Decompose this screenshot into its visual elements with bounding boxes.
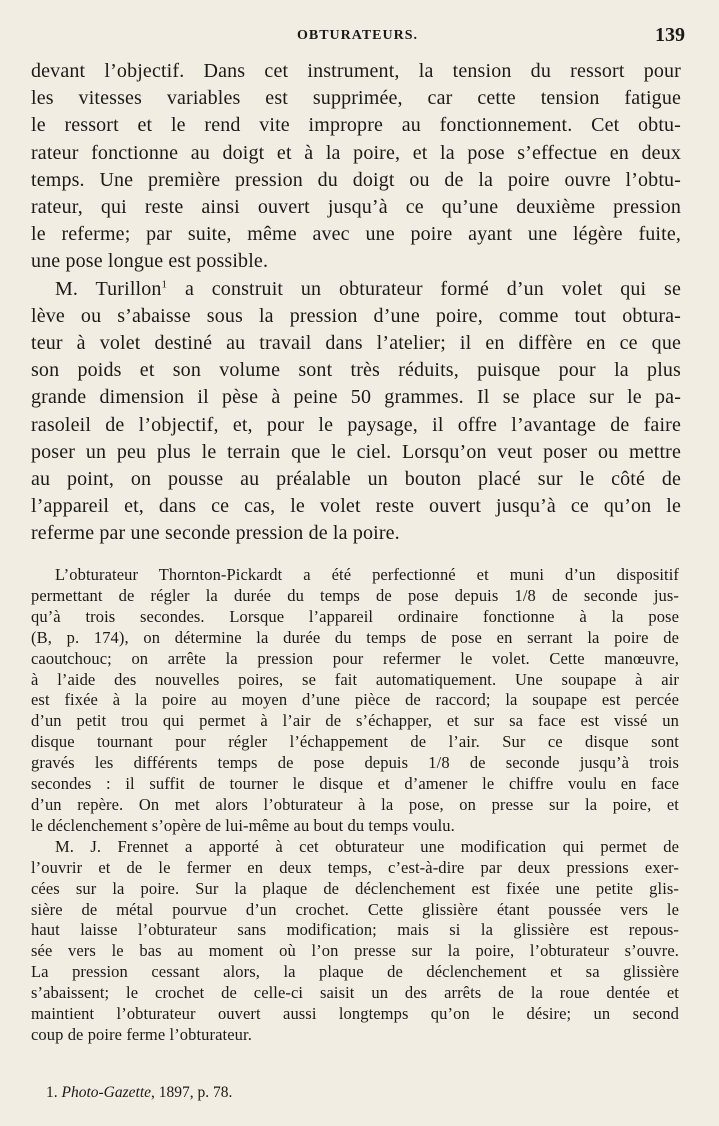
footnote	[46, 1083, 232, 1103]
small-line: sière de métal pourvue d’un crochet. Cette glissière étant poussée vers le	[31, 899, 679, 919]
text-line: une pose longue est possible.	[31, 250, 269, 273]
small-line: qu’à trois secondes. Lorsque l’appareil ordinaire fonctionne à la pose	[31, 606, 679, 626]
text-line: poser un peu plus le terrain que le ciel. Lorsqu’on veut poser ou mettre	[31, 440, 681, 463]
small-line: disque tournant pour régler l’échappement de l’air. Sur ce disque sont	[31, 732, 679, 752]
text-line: temps. Une première pression du doigt ou de la poire ouvre l’obtu-	[31, 168, 681, 191]
small-line: haut laisse l’obturateur sans modification; mais si la glissière est repous-	[31, 920, 679, 940]
small-line: sée vers le bas au moment où l’on presse sur la poire, l’obturateur s’ouvre.	[31, 941, 679, 961]
text-line: teur à volet destiné au travail dans l’atelier; il en diffère en ce que	[31, 332, 681, 355]
small-line: La pression cessant alors, la plaque de déclenchement et sa glissière	[31, 962, 679, 982]
text-line: rateur, qui reste ainsi ouvert jusqu’à ce qu’une deuxième pression	[31, 196, 681, 219]
small-line: permettant de régler la durée du temps de pose depuis 1/8 de seconde jus-	[31, 585, 679, 605]
small-print-section	[31, 565, 679, 1046]
small-line: secondes : il suffit de tourner le disque et d’amener le chiffre voulu en face	[31, 774, 679, 794]
text-line	[31, 276, 681, 303]
small-line: est fixée à la poire au moyen d’une pièce de raccord; la soupape est percée	[31, 690, 679, 710]
small-line: s’abaissent; le crochet de celle-ci saisit un des arrêts de la roue dentée et	[31, 983, 679, 1003]
small-line: coup de poire ferme l’obturateur.	[31, 1024, 252, 1044]
footnote-source: Photo-Gazette	[61, 1084, 152, 1101]
text-line: rateur fonctionne au doigt et à la poire, et la pose s’effectue en deux	[31, 141, 681, 164]
small-line: M. J. Frennet a apporté à cet obturateur une modification qui permet de	[55, 836, 679, 856]
running-title: OBTURATEURS.	[296, 28, 419, 43]
small-line: cées sur la poire. Sur la plaque de déclenchement est fixée une petite glis-	[31, 878, 679, 898]
small-line: maintient l’obturateur ouvert aussi longtemps qu’on le désire; un second	[31, 1004, 679, 1024]
text-line: le referme; par suite, même avec une poire ayant une légère fuite,	[31, 223, 681, 246]
small-line: L’obturateur Thornton-Pickardt a été perfectionné et muni d’un dispositif	[55, 565, 679, 584]
text-line: rasoleil de l’objectif, et, pour le paysage, il offre l’avantage de faire	[31, 413, 681, 436]
line-rest: a construit un obturateur formé d’un volet qui se	[167, 277, 681, 300]
text-line: devant l’objectif. Dans cet instrument, la tension du ressort pour	[31, 60, 681, 82]
small-line: à l’aide des nouvelles poires, se fait automatiquement. Une soupape à air	[31, 669, 679, 689]
text-line: son poids et son volume sont très réduits, puisque pour la plus	[31, 359, 681, 382]
text-line: le ressort et le rend vite impropre au fonctionnement. Cet obtu-	[31, 114, 681, 137]
footnote-mark: 1	[161, 277, 168, 290]
small-line: d’un petit trou qui permet à l’air de s’échapper, et sur sa face est vissé un	[31, 711, 679, 731]
text-line: les vitesses variables est supprimée, car cette tension fatigue	[31, 87, 681, 110]
text-line: lève ou s’abaisse sous la pression d’une poire, comme tout obtura-	[31, 304, 681, 327]
text-line: l’appareil et, dans ce cas, le volet reste ouvert jusqu’à ce qu’on le	[31, 495, 681, 518]
small-line: d’un repère. On met alors l’obturateur à la pose, on presse sur la poire, et	[31, 794, 679, 814]
footnote-number: 1.	[46, 1084, 58, 1101]
small-line: gravés les différents temps de pose depuis 1/8 de seconde jusqu’à trois	[31, 753, 679, 773]
main-text	[31, 58, 681, 548]
text-line: grande dimension il pèse à peine 50 grammes. Il se place sur le pa-	[31, 386, 681, 409]
page-header	[30, 24, 685, 50]
small-line: l’ouvrir et de le fermer en deux temps, c’est-à-dire par deux pressions exer-	[31, 857, 679, 877]
text-line: au point, on pousse au préalable un bouton placé sur le côté de	[31, 468, 681, 491]
page-number: 139	[655, 24, 685, 46]
text-line: referme par une seconde pression de la poire.	[31, 522, 400, 545]
footnote-rest: , 1897, p. 78.	[151, 1084, 233, 1101]
small-line: (B, p. 174), on détermine la durée du temps de pose en serrant la poire de	[31, 627, 679, 647]
small-line: caoutchouc; on arrête la pression pour refermer le volet. Cette manœuvre,	[31, 648, 679, 668]
turillon-name: M. Turillon	[55, 277, 162, 300]
small-line: le déclenchement s’opère de lui-même au bout du temps voulu.	[31, 815, 455, 835]
